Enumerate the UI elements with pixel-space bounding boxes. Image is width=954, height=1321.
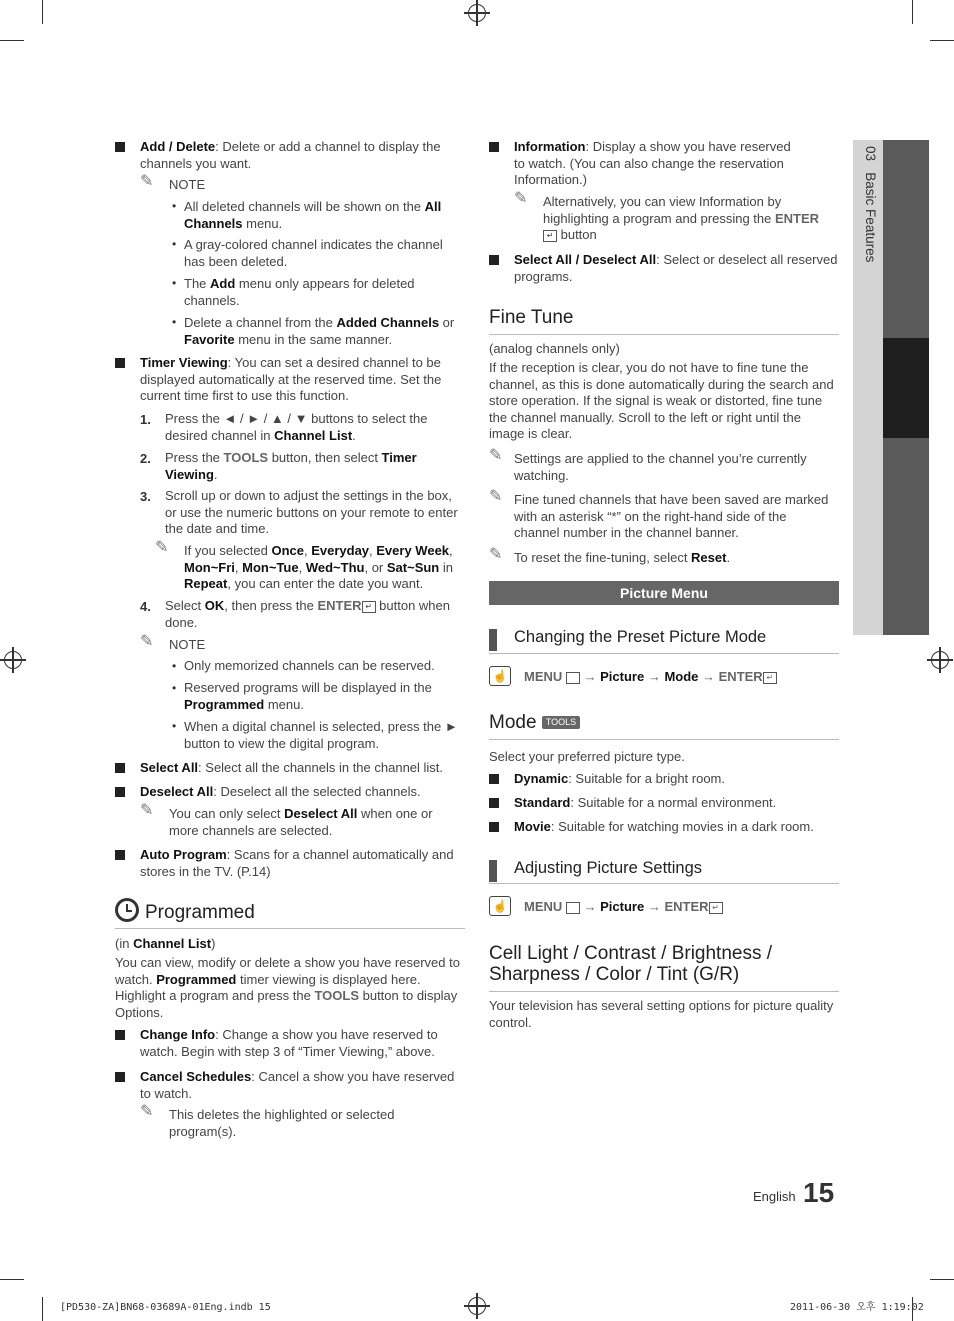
bullet-dot: • (172, 276, 177, 290)
bullet-dot: • (172, 237, 177, 251)
crop-mark (930, 1279, 954, 1280)
mode-item: Dynamic: Suitable for a bright room. (514, 771, 726, 786)
page-number: 15 (803, 1177, 835, 1208)
auto-program-item: Auto Program: Scans for a channel automatically and stores in the TV. (P.14) (140, 847, 454, 879)
side-tab-active (883, 338, 929, 438)
note-item: Delete a channel from the Added Channels or Favorite menu in the same manner. (184, 315, 455, 347)
note-label: NOTE (169, 637, 206, 652)
footer-date: 2011-06-30 오후 1:19:02 (790, 1302, 924, 1313)
mode-item: Standard: Suitable for a normal environment. (514, 795, 777, 810)
cell-light-body: Your television has several setting options for picture quality control. (489, 998, 834, 1030)
change-info-item: Change Info: Change a show you have reserved to watch. Begin with step 3 of “Timer Viewing,” above. (140, 1027, 438, 1059)
picture-menu-banner: Picture Menu (489, 581, 839, 605)
select-deselect-item: Select All / Deselect All: Select or deselect all reserved programs. (514, 252, 838, 284)
cancel-note: This deletes the highlighted or selected program(s). (169, 1107, 395, 1139)
divider (489, 883, 839, 884)
crop-mark (930, 40, 954, 41)
note-label: NOTE (169, 177, 206, 192)
step-number: 2. (140, 451, 151, 466)
enter-icon: ↵ (543, 230, 557, 242)
step-note: If you selected Once, Everyday, Every Week, Mon~Fri, Mon~Tue, Wed~Thu, or Sat~Sun in Repeat, you can enter the date you want. (184, 543, 453, 591)
section-title-mode: Mode TOOLS (489, 715, 580, 732)
clock-icon (115, 898, 139, 922)
bullet-dot: • (172, 199, 177, 213)
hand-pointer-icon: ☝ (489, 666, 511, 686)
subsection-bar (489, 629, 497, 651)
subsection-title-preset: Changing the Preset Picture Mode (514, 628, 767, 646)
bullet-square (489, 142, 499, 152)
hand-pointer-icon: ☝ (489, 896, 511, 916)
divider (489, 334, 839, 335)
bullet-dot: • (172, 315, 177, 329)
timer-viewing-item: Timer Viewing: You can set a desired channel to be displayed automatically at the reserved time. Set the current time first to use this function. (140, 355, 442, 403)
select-all-item: Select All: Select all the channels in the channel list. (140, 760, 444, 775)
note-pencil-icon: ✎ (489, 546, 503, 563)
bullet-dot: • (172, 719, 177, 733)
bullet-square (115, 850, 125, 860)
step-text: Press the ◄ / ► / ▲ / ▼ buttons to select the desired channel in Channel List. (165, 411, 428, 443)
deselect-all-item: Deselect All: Deselect all the selected channels. (140, 784, 421, 799)
fine-tune-note-3: To reset the fine-tuning, select Reset. (514, 550, 731, 565)
note-pencil-icon: ✎ (489, 447, 503, 464)
registration-mark-icon (931, 651, 949, 669)
bullet-square (489, 798, 499, 808)
note-item: When a digital channel is selected, press the ► button to view the digital program. (184, 719, 458, 751)
menu-icon (566, 902, 580, 914)
bullet-square (115, 142, 125, 152)
section-title-fine-tune: Fine Tune (489, 307, 574, 328)
mode-intro: Select your preferred picture type. (489, 749, 685, 764)
note-item: All deleted channels will be shown on the All Channels menu. (184, 199, 442, 231)
note-pencil-icon: ✎ (140, 1103, 154, 1120)
programmed-context: (in Channel List) (115, 936, 216, 951)
bullet-square (489, 255, 499, 265)
bullet-square (115, 763, 125, 773)
enter-icon: ↵ (362, 601, 376, 613)
note-pencil-icon: ✎ (155, 539, 169, 556)
divider (489, 739, 839, 740)
footer-language: English (753, 1189, 796, 1204)
cancel-schedules-item: Cancel Schedules: Cancel a show you have reserved to watch. (140, 1069, 455, 1101)
bullet-square (115, 1030, 125, 1040)
registration-mark-icon (468, 4, 486, 22)
crop-mark (0, 40, 24, 41)
enter-icon: ↵ (763, 672, 777, 684)
bullet-square (115, 358, 125, 368)
section-title-programmed: Programmed (145, 902, 255, 923)
deselect-note: You can only select Deselect All when one or more channels are selected. (169, 806, 433, 838)
side-tab-dark (883, 438, 929, 635)
step-text: Scroll up or down to adjust the settings in the box, or use the numeric buttons on your remote to enter the date and time. (165, 488, 458, 536)
step-number: 4. (140, 599, 151, 614)
section-title-cell-light-1: Cell Light / Contrast / Brightness / (489, 943, 773, 964)
menu-path-preset: MENU → Picture → Mode → ENTER ↵ (524, 669, 777, 686)
footer-file: [PD530-ZA]BN68-03689A-01Eng.indb 15 (60, 1302, 271, 1313)
fine-tune-note-1: Settings are applied to the channel you’re currently watching. (514, 451, 807, 483)
divider (489, 991, 839, 992)
step-text: Press the TOOLS button, then select Timer Viewing. (165, 450, 417, 482)
information-item: Information: Display a show you have reserved to watch. (You can also change the reservation Information.) (514, 139, 791, 187)
chapter-number: 03 (863, 146, 878, 162)
add-delete-item: Add / Delete: Delete or add a channel to display the channels you want. (140, 139, 441, 171)
programmed-body: You can view, modify or delete a show you have reserved to watch. Programmed timer viewing is displayed here. Highlight a program and press the TOOLS button to display Options. (115, 955, 460, 1020)
enter-icon: ↵ (709, 902, 723, 914)
crop-mark (0, 1279, 24, 1280)
fine-tune-body: If the reception is clear, you do not have to fine tune the channel, as this is done automatically during the search and store operation. If the signal is weak or distorted, fine tune the channel manually. Scroll to the left or right until the image is clear. (489, 360, 834, 441)
bullet-square (489, 774, 499, 784)
tools-badge: TOOLS (542, 716, 580, 729)
side-tab-dark (883, 140, 929, 338)
fine-tune-note-2: Fine tuned channels that have been saved are marked with an asterisk “*” on the right-hand side of the channel number in the channel banner. (514, 492, 829, 540)
note-pencil-icon: ✎ (140, 633, 154, 650)
note-pencil-icon: ✎ (489, 488, 503, 505)
step-text: Select OK, then press the ENTER ↵ button when done. (165, 598, 450, 630)
bullet-dot: • (172, 681, 177, 695)
subsection-title-adjust: Adjusting Picture Settings (514, 859, 703, 877)
bullet-dot: • (172, 659, 177, 673)
divider (489, 653, 839, 654)
note-pencil-icon: ✎ (140, 173, 154, 190)
menu-path-adjust: MENU → Picture → ENTER ↵ (524, 899, 723, 916)
divider (115, 928, 465, 929)
step-number: 1. (140, 412, 151, 427)
mode-item: Movie: Suitable for watching movies in a dark room. (514, 819, 814, 834)
note-item: A gray-colored channel indicates the channel has been deleted. (184, 237, 443, 269)
bullet-square (115, 1072, 125, 1082)
note-item: The Add menu only appears for deleted channels. (184, 276, 415, 308)
note-pencil-icon: ✎ (514, 190, 528, 207)
registration-mark-icon (4, 651, 22, 669)
menu-icon (566, 672, 580, 684)
note-item: Only memorized channels can be reserved. (184, 658, 435, 673)
note-pencil-icon: ✎ (140, 802, 154, 819)
crop-mark (42, 1297, 43, 1321)
bullet-square (115, 787, 125, 797)
crop-mark (912, 0, 913, 24)
subsection-bar (489, 860, 497, 882)
crop-mark (42, 0, 43, 24)
note-item: Reserved programs will be displayed in the Programmed menu. (184, 680, 432, 712)
chapter-title: Basic Features (863, 172, 878, 263)
section-title-cell-light-2: Sharpness / Color / Tint (G/R) (489, 964, 740, 985)
registration-mark-icon (468, 1297, 486, 1315)
bullet-square (489, 822, 499, 832)
fine-tune-note: (analog channels only) (489, 341, 620, 356)
info-note: Alternatively, you can view Information by highlighting a program and pressing the ENTER ↵ button (543, 194, 820, 242)
step-number: 3. (140, 489, 151, 504)
